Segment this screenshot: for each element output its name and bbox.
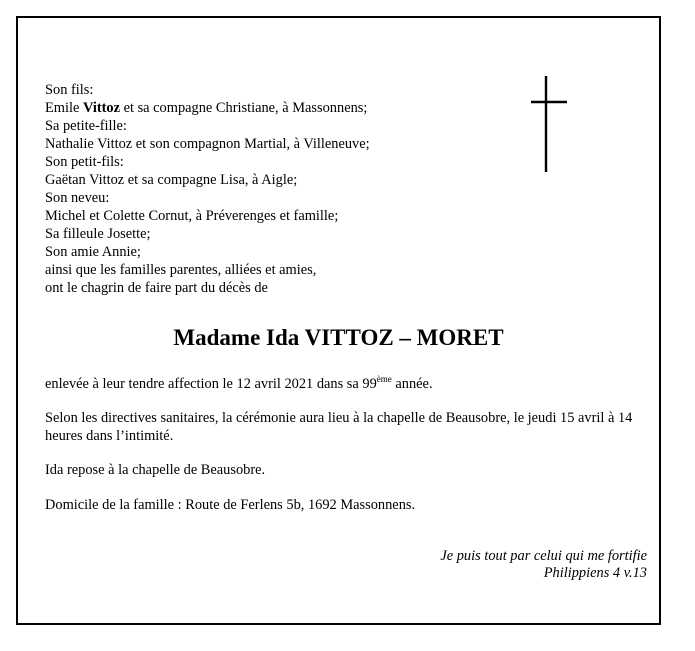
family-line-text: Sa petite-fille:	[45, 118, 127, 134]
family-line-text: Son neveu:	[45, 190, 110, 206]
family-line	[45, 81, 370, 99]
rest-place-text: Ida repose à la chapelle de Beausobre.	[45, 462, 266, 478]
verse-reference: Philippiens 4 v.13	[543, 565, 647, 581]
deceased-name: Madame Ida VITTOZ – MORET	[173, 325, 504, 350]
death-notice-end: année.	[391, 376, 433, 392]
family-name-bold: Vittoz	[82, 100, 120, 116]
family-line	[45, 99, 370, 117]
family-line-text: Son fils:	[45, 82, 94, 98]
bible-verse	[440, 548, 647, 582]
family-line	[45, 207, 370, 225]
family-line	[45, 135, 370, 153]
family-line	[45, 225, 370, 243]
family-line-text: Gaëtan Vittoz et sa compagne Lisa, à Aigle;	[45, 172, 298, 188]
cross-icon	[530, 74, 570, 174]
family-line	[45, 189, 370, 207]
family-line	[45, 117, 370, 135]
family-line-text: ont le chagrin de faire part du décès de	[45, 280, 268, 296]
family-line-text: et sa compagne Christiane, à Massonnens;	[120, 100, 368, 116]
family-line-text: Son amie Annie;	[45, 244, 141, 260]
ceremony-text: Selon les directives sanitaires, la cérémonie aura lieu à la chapelle de Beausobre, le jeudi 15 avril à 14 heures dans l’intimité.	[45, 410, 633, 444]
family-line	[45, 171, 370, 189]
family-line	[45, 153, 370, 171]
verse-quote: Je puis tout par celui qui me fortifie	[440, 548, 647, 564]
ordinal-suffix: ème	[376, 374, 392, 384]
family-line-text: Son petit-fils:	[45, 154, 124, 170]
family-line-text: Sa filleule Josette;	[45, 226, 151, 242]
address-text: Domicile de la famille : Route de Ferlens 5b, 1692 Massonnens.	[45, 497, 416, 513]
family-line-text: Michel et Colette Cornut, à Préverenges et famille;	[45, 208, 339, 224]
family-line-text: Emile	[45, 100, 83, 116]
family-line-text: ainsi que les familles parentes, alliées et amies,	[45, 262, 317, 278]
death-notice	[45, 375, 645, 393]
family-line	[45, 261, 370, 279]
obituary-card	[16, 16, 661, 625]
family-line-text: Nathalie Vittoz et son compagnon Martial, à Villeneuve;	[45, 136, 370, 152]
family-line	[45, 279, 370, 297]
family-line	[45, 243, 370, 261]
family-list	[45, 81, 370, 297]
death-notice-text: enlevée à leur tendre affection le 12 avril 2021 dans sa 99	[45, 376, 377, 392]
